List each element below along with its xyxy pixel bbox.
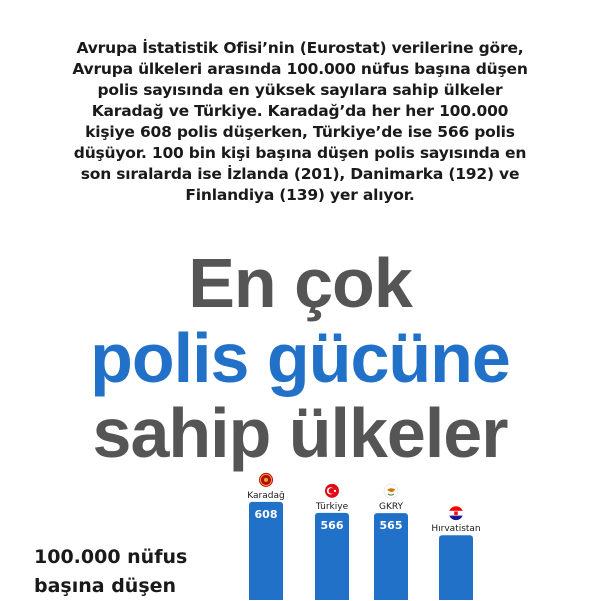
headline-line-2: polis gücüne (90, 319, 510, 397)
intro-line: Karadağ ve Türkiye. Karadağ’da her her 100.000 (91, 102, 509, 120)
side-label-line-2: başına düşen (34, 575, 177, 597)
turkey-flag-icon (325, 484, 339, 498)
bar-value-label: 566 (320, 518, 344, 532)
category-label: Hırvatistan (431, 524, 481, 535)
category-label: GKRY (378, 502, 404, 513)
bar-4 (439, 535, 473, 600)
bar-value-label: 608 (254, 507, 278, 521)
intro-line: Avrupa İstatistik Ofisi’nin (Eurostat) verilerine göre, (76, 39, 524, 57)
intro-line: Avrupa ülkeleri arasında 100.000 nüfus başına düşen (72, 60, 528, 78)
montenegro-flag-icon (259, 473, 273, 487)
croatia-flag-icon (449, 506, 463, 520)
category-label: Türkiye (315, 501, 349, 512)
intro-line: düşüyor. 100 bin kişi başına düşen polis sayısında en (73, 144, 527, 162)
bar-value-label: 565 (379, 519, 403, 533)
side-label-line-1: 100.000 nüfus (34, 546, 188, 568)
headline-line-3: sahip ülkeler (92, 394, 508, 472)
intro-line: polis sayısında en yüksek sayılara sahip ülkeler (97, 81, 503, 99)
category-label: Karadağ (247, 490, 285, 501)
intro-line: kişiye 608 polis düşerken, Türkiye’de ise 566 polis (85, 123, 515, 141)
intro-line: Finlandiya (139) yer alıyor. (185, 186, 415, 204)
cyprus-flag-icon (384, 484, 398, 498)
headline-line-1: En çok (188, 244, 412, 322)
intro-line: son sıralarda ise İzlanda (201), Danimarka (192) ve (80, 165, 520, 183)
